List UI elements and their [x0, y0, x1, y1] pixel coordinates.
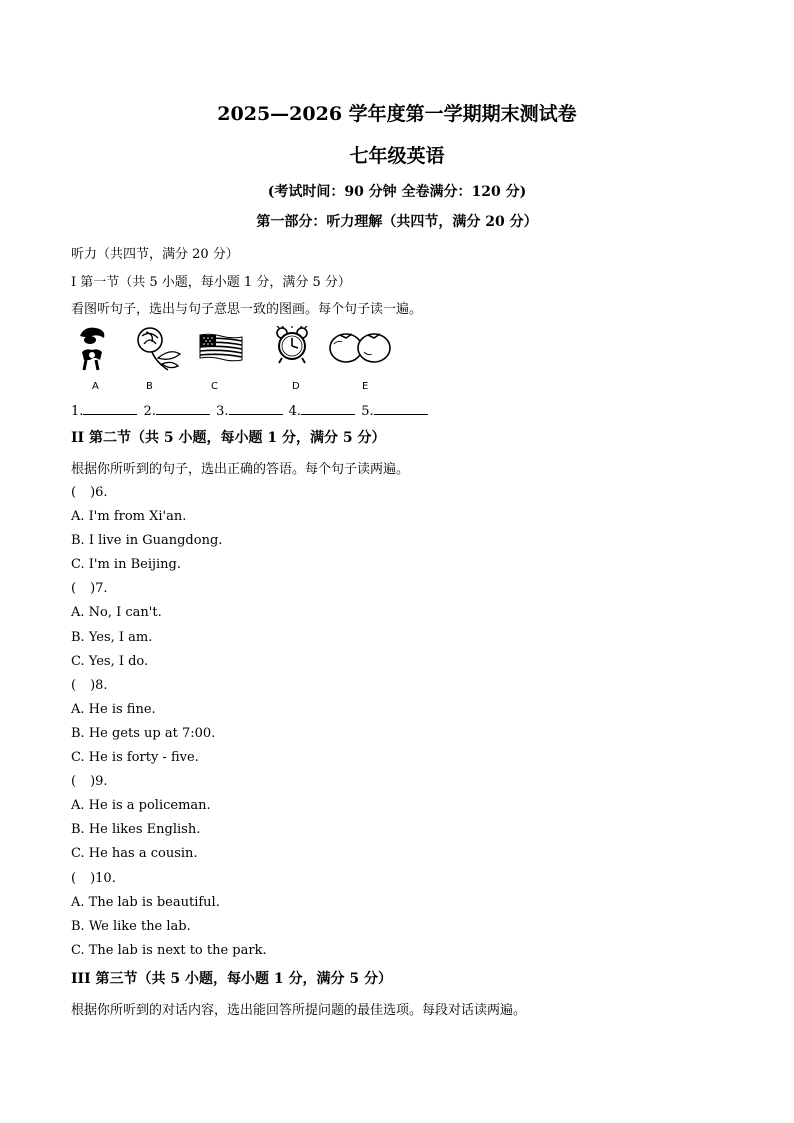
- flag-icon: [199, 333, 243, 363]
- picture-label-d: D: [292, 381, 300, 392]
- picture-b: [134, 326, 182, 372]
- alarm-clock-icon: [272, 326, 312, 364]
- question-9: ( )9.: [71, 774, 108, 789]
- option-7a[interactable]: A. No, I can't.: [71, 605, 162, 620]
- exam-subtitle: 七年级英语: [349, 145, 445, 167]
- exam-info: (考试时间：90 分钟 全卷满分：120 分): [267, 184, 527, 200]
- question-8: ( )8.: [71, 678, 108, 693]
- blank-label: 2.: [143, 404, 156, 419]
- section1-instruction: 看图听句子，选出与句子意思一致的图画。每个句子读一遍。: [71, 302, 423, 317]
- option-10b[interactable]: B. We like the lab.: [71, 919, 191, 934]
- answer-blanks: [71, 402, 430, 419]
- option-7b[interactable]: B. Yes, I am.: [71, 630, 153, 645]
- option-6a[interactable]: A. I'm from Xi'an.: [71, 509, 187, 524]
- picture-c: [199, 333, 243, 363]
- picture-label-b: B: [146, 381, 153, 392]
- section2-instruction: 根据你所听到的句子，选出正确的答语。每个句子读两遍。: [71, 462, 410, 477]
- option-8c[interactable]: C. He is forty - five.: [71, 750, 199, 765]
- section1-heading: I 第一节（共 5 小题，每小题 1 分，满分 5 分）: [71, 275, 351, 290]
- answer-blank[interactable]: [83, 402, 137, 415]
- option-10c[interactable]: C. The lab is next to the park.: [71, 943, 267, 958]
- option-9b[interactable]: B. He likes English.: [71, 822, 201, 837]
- option-9a[interactable]: A. He is a policeman.: [71, 798, 211, 813]
- blank-label: 1.: [71, 404, 84, 419]
- question-6: ( )6.: [71, 485, 108, 500]
- option-8a[interactable]: A. He is fine.: [71, 702, 156, 717]
- option-9c[interactable]: C. He has a cousin.: [71, 846, 198, 861]
- option-10a[interactable]: A. The lab is beautiful.: [71, 895, 220, 910]
- section3-heading: III 第三节（共 5 小题，每小题 1 分，满分 5 分）: [71, 971, 392, 987]
- person-icon: [76, 326, 110, 372]
- picture-label-e: E: [362, 381, 369, 392]
- listening-intro: 听力（共四节，满分 20 分）: [71, 247, 239, 262]
- answer-blank[interactable]: [301, 402, 355, 415]
- blank-label: 5.: [361, 404, 374, 419]
- part-one-heading: 第一部分：听力理解（共四节，满分 20 分）: [256, 214, 538, 230]
- rose-icon: [134, 326, 182, 372]
- answer-blank[interactable]: [229, 402, 283, 415]
- question-7: ( )7.: [71, 581, 108, 596]
- blank-label: 4.: [288, 404, 302, 419]
- section2-heading: II 第二节（共 5 小题，每小题 1 分，满分 5 分）: [71, 430, 386, 446]
- picture-label-c: C: [211, 381, 218, 392]
- tomatoes-icon: [328, 330, 392, 364]
- option-8b[interactable]: B. He gets up at 7:00.: [71, 726, 216, 741]
- picture-e: [328, 330, 392, 364]
- answer-blank[interactable]: [156, 402, 210, 415]
- picture-label-a: A: [92, 381, 99, 392]
- section3-instruction: 根据你所听到的对话内容，选出能回答所提问题的最佳选项。每段对话读两遍。: [71, 1003, 527, 1018]
- exam-title: 2025—2026 学年度第一学期期末测试卷: [217, 103, 577, 125]
- blank-label: 3.: [216, 404, 229, 419]
- answer-blank[interactable]: [374, 402, 428, 415]
- picture-a: [76, 326, 110, 372]
- option-6c[interactable]: C. I'm in Beijing.: [71, 557, 181, 572]
- option-7c[interactable]: C. Yes, I do.: [71, 654, 149, 669]
- option-6b[interactable]: B. I live in Guangdong.: [71, 533, 223, 548]
- picture-d: [272, 326, 312, 364]
- question-10: ( )10.: [71, 871, 116, 886]
